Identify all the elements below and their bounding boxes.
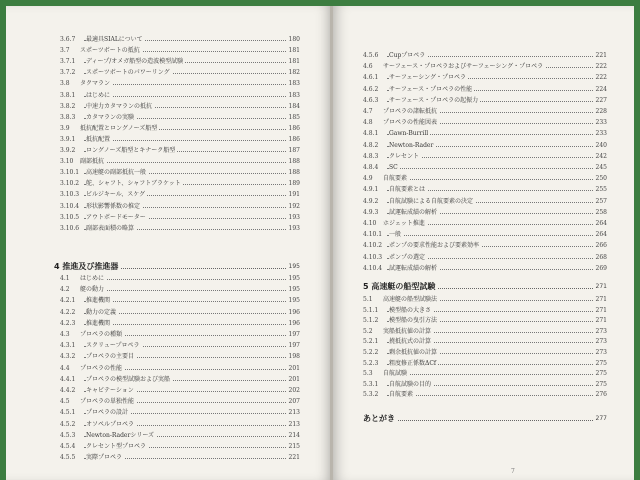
chapter-heading-title: 4 推進及び推進器 xyxy=(54,260,121,274)
toc-entry-page: 250 xyxy=(595,175,607,183)
toc-entry-page: 275 xyxy=(595,359,607,367)
toc-entry xyxy=(60,340,300,351)
toc-entry xyxy=(363,95,607,106)
toc-entry xyxy=(363,347,607,358)
dot-leader xyxy=(84,140,286,141)
toc-entry xyxy=(60,189,300,200)
toc-entry-number: 4.6.3 xyxy=(363,96,379,104)
toc-entry-title: 推進機関 xyxy=(86,297,111,305)
toc-entry-page: 245 xyxy=(595,164,607,171)
toc-entry xyxy=(60,284,300,295)
toc-entry-title: 試運転成績の解析 xyxy=(389,264,438,272)
dot-leader xyxy=(84,96,286,97)
toc-entry-page: 180 xyxy=(288,36,300,43)
dot-leader xyxy=(84,162,286,163)
toc-entry-number: 5.1.2 xyxy=(363,317,379,325)
toc-entry xyxy=(60,123,300,134)
toc-entry-title: ホジェット推進 xyxy=(383,220,425,227)
toc-entry-page: 273 xyxy=(595,338,607,346)
toc-entry-page: 182 xyxy=(288,69,300,77)
toc-entry-page: 275 xyxy=(595,380,607,388)
toc-entry xyxy=(363,263,607,274)
dot-leader xyxy=(387,395,593,396)
toc-entry-number: 5.2.2 xyxy=(363,349,379,356)
toc-entry-title: Gawn-Burrill xyxy=(389,130,429,138)
toc-entry-page: 233 xyxy=(595,119,607,127)
toc-entry-title: 模型船の大きさ xyxy=(389,306,432,314)
toc-entry xyxy=(60,101,300,112)
toc-entry-title: 自航要素 xyxy=(389,391,414,399)
toc-entry-page: 257 xyxy=(595,197,607,205)
toc-entry-title: Cupプロペラ xyxy=(389,52,426,59)
toc-entry-page: 240 xyxy=(595,141,607,149)
toc-entry-number: 4.2 xyxy=(60,286,70,294)
toc-entry-page: 271 xyxy=(595,317,607,325)
toc-entry-number: 4.6.1 xyxy=(363,74,379,82)
toc-entry-number: 4.9 xyxy=(363,175,373,183)
toc-entry-number: 3.10.3 xyxy=(60,191,80,199)
toc-entry xyxy=(60,295,300,306)
toc-entry xyxy=(363,72,607,83)
toc-entry-title: SC xyxy=(389,164,398,171)
toc-entry-title: プロペラの主要目 xyxy=(86,353,135,361)
toc-entry-number: 4.5.5 xyxy=(60,454,76,462)
toc-entry-page: 264 xyxy=(595,231,607,239)
toc-entry-page: 189 xyxy=(288,180,300,188)
toc-entry-number: 3.8 xyxy=(60,80,70,88)
toc-entry-title: ロングノーズ船型とキナーク船型 xyxy=(86,147,176,154)
toc-entry-page: 187 xyxy=(288,147,300,154)
toc-entry xyxy=(60,201,300,212)
toc-entry-number: 4.9.1 xyxy=(363,186,379,194)
toc-entry xyxy=(60,452,300,463)
toc-entry xyxy=(363,379,607,390)
toc-entry xyxy=(60,212,300,223)
left-page xyxy=(6,6,332,480)
toc-entry xyxy=(363,61,607,72)
toc-entry xyxy=(60,374,300,385)
toc-entry-page: 213 xyxy=(288,420,300,428)
toc-entry xyxy=(363,162,607,173)
toc-entry-title: 中速力カタマランの抵抗 xyxy=(86,102,153,110)
toc-entry-number: 5.2.1 xyxy=(363,338,379,346)
toc-entry-number: 4.4.2 xyxy=(60,387,76,394)
toc-entry-page: 268 xyxy=(595,253,607,261)
toc-entry-page: 258 xyxy=(595,208,607,216)
toc-entry-number: 4.2.1 xyxy=(60,297,76,305)
chapter-heading xyxy=(363,280,607,294)
toc-entry-number: 4.10.4 xyxy=(363,264,383,272)
toc-entry xyxy=(363,173,607,184)
toc-entry-title: ディープ/オメガ船型の造波模型試験 xyxy=(86,58,184,66)
toc-entry-page: 183 xyxy=(288,91,300,99)
toc-entry-page: 193 xyxy=(288,224,300,232)
toc-entry-title: プロペラの模型試験および実船 xyxy=(86,375,171,383)
toc-entry-title: プロペラの諸転抵抗 xyxy=(383,108,438,115)
toc-entry-page: 233 xyxy=(595,130,607,138)
toc-entry-page: 196 xyxy=(288,308,300,316)
toc-entry-number: 5.3.1 xyxy=(363,380,379,388)
toc-entry xyxy=(363,368,607,379)
toc-entry-title: 副部表面積の略算 xyxy=(86,224,135,232)
toc-entry-number: 4.9.3 xyxy=(363,208,379,216)
toc-entry-title: 撓抵抗式の計算 xyxy=(389,338,432,346)
toc-entry-title: ポンプの要求性能および要素効率 xyxy=(389,242,480,250)
toc-entry-title: 副部抵抗 xyxy=(80,158,105,166)
toc-entry-page: 195 xyxy=(288,286,300,294)
chapter-heading-page: 195 xyxy=(288,260,300,274)
toc-entry-number: 4.10.2 xyxy=(363,242,383,250)
toc-entry xyxy=(60,67,300,78)
toc-entry-page: 228 xyxy=(595,108,607,115)
toc-entry-title: ポンプの選定 xyxy=(389,253,426,261)
toc-entry-page: 266 xyxy=(595,242,607,250)
toc-entry xyxy=(60,363,300,374)
toc-entry-page: 197 xyxy=(288,342,300,350)
dot-leader xyxy=(387,179,593,180)
toc-entry-title: キャビテーション xyxy=(86,387,134,394)
toc-entry-page: 255 xyxy=(595,186,607,194)
toc-entry xyxy=(60,145,300,156)
toc-entry-number: 3.10.5 xyxy=(60,213,80,221)
toc-entry-title: サーフェース・プロペラの起振力 xyxy=(389,96,479,104)
toc-entry xyxy=(60,134,300,145)
toc-entry xyxy=(363,128,607,139)
toc-entry xyxy=(60,396,300,407)
dot-leader xyxy=(84,324,286,325)
dot-leader xyxy=(383,420,593,421)
toc-entry-title: 抵抗配置とロングノーズ船型 xyxy=(80,124,158,132)
toc-entry-page: 276 xyxy=(595,391,607,399)
toc-entry-number: 3.10.2 xyxy=(60,180,80,188)
chapter-heading-page: 271 xyxy=(595,280,607,294)
toc-entry-number: 4.4.1 xyxy=(60,375,76,383)
toc-entry-title: 形状影響係数の推定 xyxy=(86,202,141,210)
toc-entry xyxy=(60,156,300,167)
toc-entry xyxy=(60,273,300,284)
toc-entry-title: 粗度修正係数ΔCf xyxy=(389,359,437,367)
toc-entry-number: 5.3 xyxy=(363,370,373,378)
toc-entry-title: はじめに xyxy=(80,275,105,282)
toc-entry-title: 抵抗配置 xyxy=(86,135,111,143)
toc-entry-number: 3.9.2 xyxy=(60,147,76,154)
toc-entry-title: クレセント xyxy=(389,152,420,160)
toc-entry-page: 185 xyxy=(288,113,300,121)
toc-entry-number: 3.7.2 xyxy=(60,69,76,77)
toc-entry-number: 3.9.1 xyxy=(60,135,76,143)
toc-entry-title: Newton-Rader xyxy=(389,141,434,149)
toc-entry xyxy=(363,207,607,218)
toc-entry-number: 4.10 xyxy=(363,220,377,227)
toc-entry-page: 273 xyxy=(595,327,607,335)
toc-entry-page: 195 xyxy=(288,275,300,282)
toc-entry-page: 188 xyxy=(288,158,300,166)
toc-entry-page: 275 xyxy=(595,370,607,378)
toc-entry-page: 222 xyxy=(595,63,607,71)
toc-entry-page: 224 xyxy=(595,85,607,93)
toc-entry xyxy=(60,90,300,101)
toc-entry-title: 自航試験 xyxy=(383,370,408,378)
toc-entry-page: 186 xyxy=(288,135,300,143)
toc-entry-title: 模型船の曳引方法 xyxy=(389,317,438,325)
toc-entry-number: 5.2.3 xyxy=(363,359,379,367)
toc-entry xyxy=(363,315,607,326)
toc-entry-page: 196 xyxy=(288,319,300,327)
toc-entry-page: 201 xyxy=(288,375,300,383)
afterword-heading-title: あとがき xyxy=(363,412,398,426)
toc-entry-number: 3.9 xyxy=(60,124,70,132)
toc-entry-number: 4.7 xyxy=(363,108,373,115)
toc-entry-number: 4.3.1 xyxy=(60,342,76,350)
toc-entry-title: はじめに xyxy=(86,91,111,99)
toc-entry-title: Newton-Raderシリーズ xyxy=(86,431,155,439)
toc-entry-page: 198 xyxy=(288,353,300,361)
toc-entry-page: 184 xyxy=(288,102,300,110)
right-page xyxy=(333,6,634,480)
toc-entry-title: オソペルプロペラ xyxy=(86,420,135,428)
toc-entry-page: 181 xyxy=(288,47,300,55)
toc-entry-number: 5.3.2 xyxy=(363,391,379,399)
toc-entry-page: 195 xyxy=(288,297,300,305)
dot-leader xyxy=(84,301,286,302)
toc-entry xyxy=(60,45,300,56)
toc-entry-number: 3.10.4 xyxy=(60,202,80,210)
toc-entry xyxy=(363,196,607,207)
toc-entry-title: クレセント型プロペラ xyxy=(86,443,147,450)
toc-entry-number: 4.5.4 xyxy=(60,443,76,450)
toc-entry-number: 4.6.2 xyxy=(363,85,379,93)
toc-entry-title: 自航試験による自航要素の決定 xyxy=(389,197,474,205)
toc-entry-number: 4.10.1 xyxy=(363,231,383,239)
toc-entry-page: 192 xyxy=(288,202,300,210)
toc-entry-number: 4.5.2 xyxy=(60,420,76,428)
toc-entry-page: 222 xyxy=(595,74,607,82)
chapter-heading xyxy=(54,260,300,274)
toc-entry xyxy=(363,229,607,240)
toc-entry xyxy=(363,84,607,95)
toc-entry-number: 4.9.2 xyxy=(363,197,379,205)
toc-entry-page: 271 xyxy=(595,296,607,303)
toc-entry-page: 227 xyxy=(595,96,607,104)
dot-leader xyxy=(387,168,593,169)
toc-entry-number: 4.2.2 xyxy=(60,308,76,316)
toc-entry-page: 221 xyxy=(595,52,607,59)
toc-entry-number: 4.8.3 xyxy=(363,152,379,160)
toc-entry-number: 5.2 xyxy=(363,327,373,335)
toc-entry-number: 4.5.1 xyxy=(60,409,76,417)
toc-entry-number: 4.8.1 xyxy=(363,130,379,138)
toc-entry xyxy=(60,112,300,123)
toc-entry xyxy=(363,184,607,195)
afterword-heading-page: 277 xyxy=(595,412,607,426)
toc-entry xyxy=(60,407,300,418)
toc-entry-title: 高速艇の副部抵抗一般 xyxy=(86,169,147,177)
toc-entry-number: 4.10.3 xyxy=(363,253,383,261)
toc-entry-number: 4.1 xyxy=(60,275,70,282)
toc-entry-title: 艇の動力 xyxy=(80,286,105,294)
toc-entry-page: 269 xyxy=(595,264,607,272)
toc-entry xyxy=(60,441,300,452)
toc-entry-title: スクリュープロペラ xyxy=(86,342,140,350)
toc-entry-title: 自航要素 xyxy=(383,175,408,183)
toc-entry-title: タクマラン xyxy=(80,80,111,88)
toc-entry-title: サーフェーシング・プロペラ xyxy=(389,74,467,82)
toc-entry xyxy=(363,305,607,316)
toc-entry xyxy=(60,419,300,430)
toc-entry-page: 191 xyxy=(288,191,300,199)
toc-entry-number: 3.8.1 xyxy=(60,91,76,99)
toc-entry-title: プロペラの種類 xyxy=(80,331,123,338)
toc-entry xyxy=(363,117,607,128)
toc-entry-title: 動力の定義 xyxy=(86,308,117,316)
toc-entry-number: 4.8 xyxy=(363,119,373,127)
toc-entry-page: 221 xyxy=(288,454,300,462)
toc-entry xyxy=(60,318,300,329)
toc-entry xyxy=(60,430,300,441)
dot-leader xyxy=(84,279,286,280)
toc-entry xyxy=(363,140,607,151)
toc-entry-page: 188 xyxy=(288,169,300,177)
toc-entry xyxy=(60,329,300,340)
toc-entry xyxy=(60,56,300,67)
toc-entry xyxy=(363,50,607,61)
toc-entry-title: 最適具SIALについて xyxy=(86,36,143,43)
toc-entry xyxy=(363,358,607,369)
toc-entry xyxy=(363,218,607,229)
dot-leader xyxy=(387,235,593,236)
toc-entry-number: 3.8.2 xyxy=(60,102,76,110)
toc-entry-title: 高速艇の船型試験法 xyxy=(383,296,438,303)
toc-entry-number: 4.6 xyxy=(363,63,373,71)
page-number: 7 xyxy=(511,468,515,475)
toc-entry-number: 4.8.4 xyxy=(363,164,379,171)
toc-entry-number: 4.5.3 xyxy=(60,431,76,439)
toc-entry-page: 202 xyxy=(288,387,300,394)
toc-entry-number: 4.8.2 xyxy=(363,141,379,149)
toc-entry-page: 242 xyxy=(595,152,607,160)
toc-entry-number: 3.7.1 xyxy=(60,58,76,66)
toc-entry-page: 197 xyxy=(288,331,300,338)
toc-entry-number: 3.10.1 xyxy=(60,169,80,177)
toc-entry-title: スポーツボートのパワーリング xyxy=(86,69,170,77)
toc-entry-page: 193 xyxy=(288,213,300,221)
toc-entry-number: 3.10 xyxy=(60,158,74,166)
toc-entry-title: 試運転成績の解析 xyxy=(389,208,438,216)
toc-entry-number: 4.3 xyxy=(60,331,70,338)
toc-entry-page: 213 xyxy=(288,409,300,417)
afterword-heading xyxy=(363,412,607,426)
toc-entry-page: 214 xyxy=(288,431,300,439)
toc-entry-number: 3.8.3 xyxy=(60,113,76,121)
toc-entry-title: 自航要素とは xyxy=(389,186,426,194)
toc-entry-number: 3.10.6 xyxy=(60,224,80,232)
toc-entry xyxy=(363,336,607,347)
toc-entry-number: 3.6.7 xyxy=(60,36,76,43)
toc-entry xyxy=(60,167,300,178)
dot-leader xyxy=(84,290,286,291)
toc-entry-title: 剰余抵抗値の計算 xyxy=(389,349,438,356)
toc-entry-number: 4.5.6 xyxy=(363,52,379,59)
toc-entry-title: 自航試験の目的 xyxy=(389,380,432,388)
dot-leader xyxy=(387,374,593,375)
toc-entry-page: 201 xyxy=(288,364,300,372)
toc-entry xyxy=(60,351,300,362)
toc-entry-number: 4.5 xyxy=(60,398,70,406)
toc-entry-page: 207 xyxy=(288,398,300,406)
toc-entry-title: スポーツボートの抵抗 xyxy=(80,47,140,55)
toc-entry xyxy=(363,240,607,251)
toc-entry-page: 186 xyxy=(288,124,300,132)
toc-entry-title: プロペラの設計 xyxy=(86,409,129,417)
toc-entry-page: 264 xyxy=(595,220,607,227)
toc-entry xyxy=(363,326,607,337)
toc-entry-title: 一般 xyxy=(389,231,402,239)
toc-entry-page: 273 xyxy=(595,349,607,356)
toc-entry-number: 5.1 xyxy=(363,296,373,303)
dot-leader xyxy=(84,84,286,85)
toc-entry-title: 舵、シャフト、シャフトブラケット xyxy=(86,180,181,188)
toc-entry xyxy=(60,178,300,189)
toc-entry-number: 4.2.3 xyxy=(60,319,76,327)
toc-entry xyxy=(363,106,607,117)
toc-entry xyxy=(60,385,300,396)
toc-entry xyxy=(363,151,607,162)
toc-entry xyxy=(363,294,607,305)
toc-entry-page: 215 xyxy=(288,443,300,450)
toc-entry xyxy=(60,78,300,89)
toc-entry-title: 推進機関 xyxy=(86,319,111,327)
toc-entry xyxy=(60,307,300,318)
toc-entry-title: アウトボードモーター xyxy=(86,213,146,221)
toc-entry xyxy=(363,252,607,263)
toc-entry-title: サーフェース・プロペラの性能 xyxy=(389,85,473,93)
toc-entry-title: プロペラの単独性能 xyxy=(80,398,135,406)
toc-entry-title: プロペラの性能図表 xyxy=(383,119,438,127)
toc-entry xyxy=(363,389,607,400)
toc-entry-number: 4.3.2 xyxy=(60,353,76,361)
toc-entry-title: プロペラの性能 xyxy=(80,364,123,372)
toc-entry xyxy=(60,34,300,45)
toc-entry-title: ビルジキール、スケグ xyxy=(86,191,146,199)
toc-entry-title: 実船抵抗値の計算 xyxy=(383,327,432,335)
toc-entry xyxy=(60,223,300,234)
toc-entry-title: カタマランの実験 xyxy=(86,113,135,121)
toc-entry-number: 4.4 xyxy=(60,364,70,372)
toc-entry-page: 181 xyxy=(288,58,300,66)
toc-entry-title: 実際プロペラ xyxy=(86,454,123,462)
toc-entry-page: 183 xyxy=(288,80,300,88)
toc-entry-page: 271 xyxy=(595,306,607,314)
toc-entry-number: 3.7 xyxy=(60,47,70,55)
chapter-heading-title: 5 高速艇の船型試験 xyxy=(363,280,438,294)
toc-entry-number: 5.1.1 xyxy=(363,306,379,314)
toc-entry-title: サーフェース・プロペラおよびサーフェーシング・プロペラ xyxy=(383,63,544,71)
